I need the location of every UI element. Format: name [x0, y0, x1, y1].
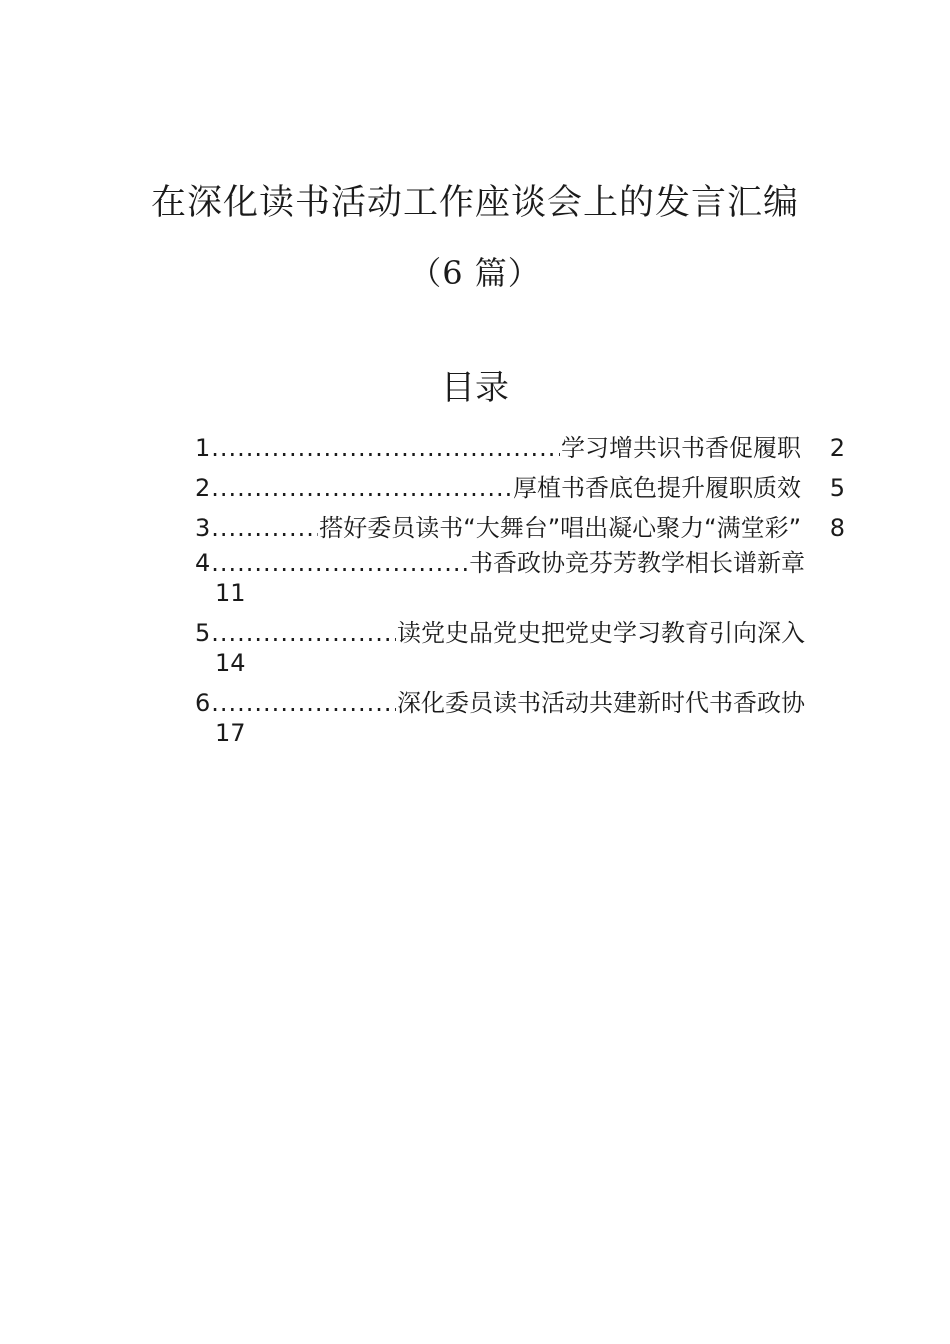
toc-entry-title: 深化委员读书活动共建新时代书香政协: [397, 689, 805, 717]
toc-entry-page: 8: [829, 514, 845, 542]
toc-entry-number: 4: [195, 549, 211, 577]
toc-entry-page: 14: [215, 649, 246, 677]
toc-entry-title: 搭好委员读书“大舞台”唱出凝心聚力“满堂彩”: [319, 514, 801, 542]
toc-leader-dots: [211, 468, 512, 508]
toc-entry-title: 读党史品党史把党史学习教育引向深入: [397, 619, 805, 647]
toc-entry[interactable]: [195, 508, 845, 548]
document-title: 在深化读书活动工作座谈会上的发言汇编: [150, 183, 799, 223]
toc-entry[interactable]: [195, 688, 845, 758]
toc-entry[interactable]: [195, 618, 845, 688]
toc-entry-page: 17: [215, 719, 246, 747]
toc-entry-page: 2: [829, 434, 845, 462]
toc-entry-number: 6: [195, 689, 211, 717]
toc-leader-dots: [211, 428, 560, 468]
toc-leader-dots: [211, 508, 318, 548]
toc-entry[interactable]: [195, 468, 845, 508]
document-subtitle: （6 篇）: [409, 254, 541, 292]
toc-entry-number: 1: [195, 434, 211, 462]
toc-entry[interactable]: [195, 428, 845, 468]
toc-entry-number: 2: [195, 474, 211, 502]
toc-entry-number: 3: [195, 514, 211, 542]
toc-entry-title: 学习增共识书香促履职: [561, 434, 801, 462]
toc-heading: 目录: [441, 368, 509, 408]
toc-entry[interactable]: [195, 548, 845, 618]
toc-entry-title: 厚植书香底色提升履职质效: [513, 474, 801, 502]
table-of-contents: [195, 428, 845, 758]
toc-entry-page: 5: [829, 474, 845, 502]
toc-entry-number: 5: [195, 619, 211, 647]
toc-leader-dots: [211, 618, 396, 648]
toc-entry-title: 书香政协竞芬芳教学相长谱新章: [469, 549, 805, 577]
toc-leader-dots: [211, 548, 468, 578]
toc-entry-page: 11: [215, 579, 246, 607]
toc-leader-dots: [211, 688, 396, 718]
